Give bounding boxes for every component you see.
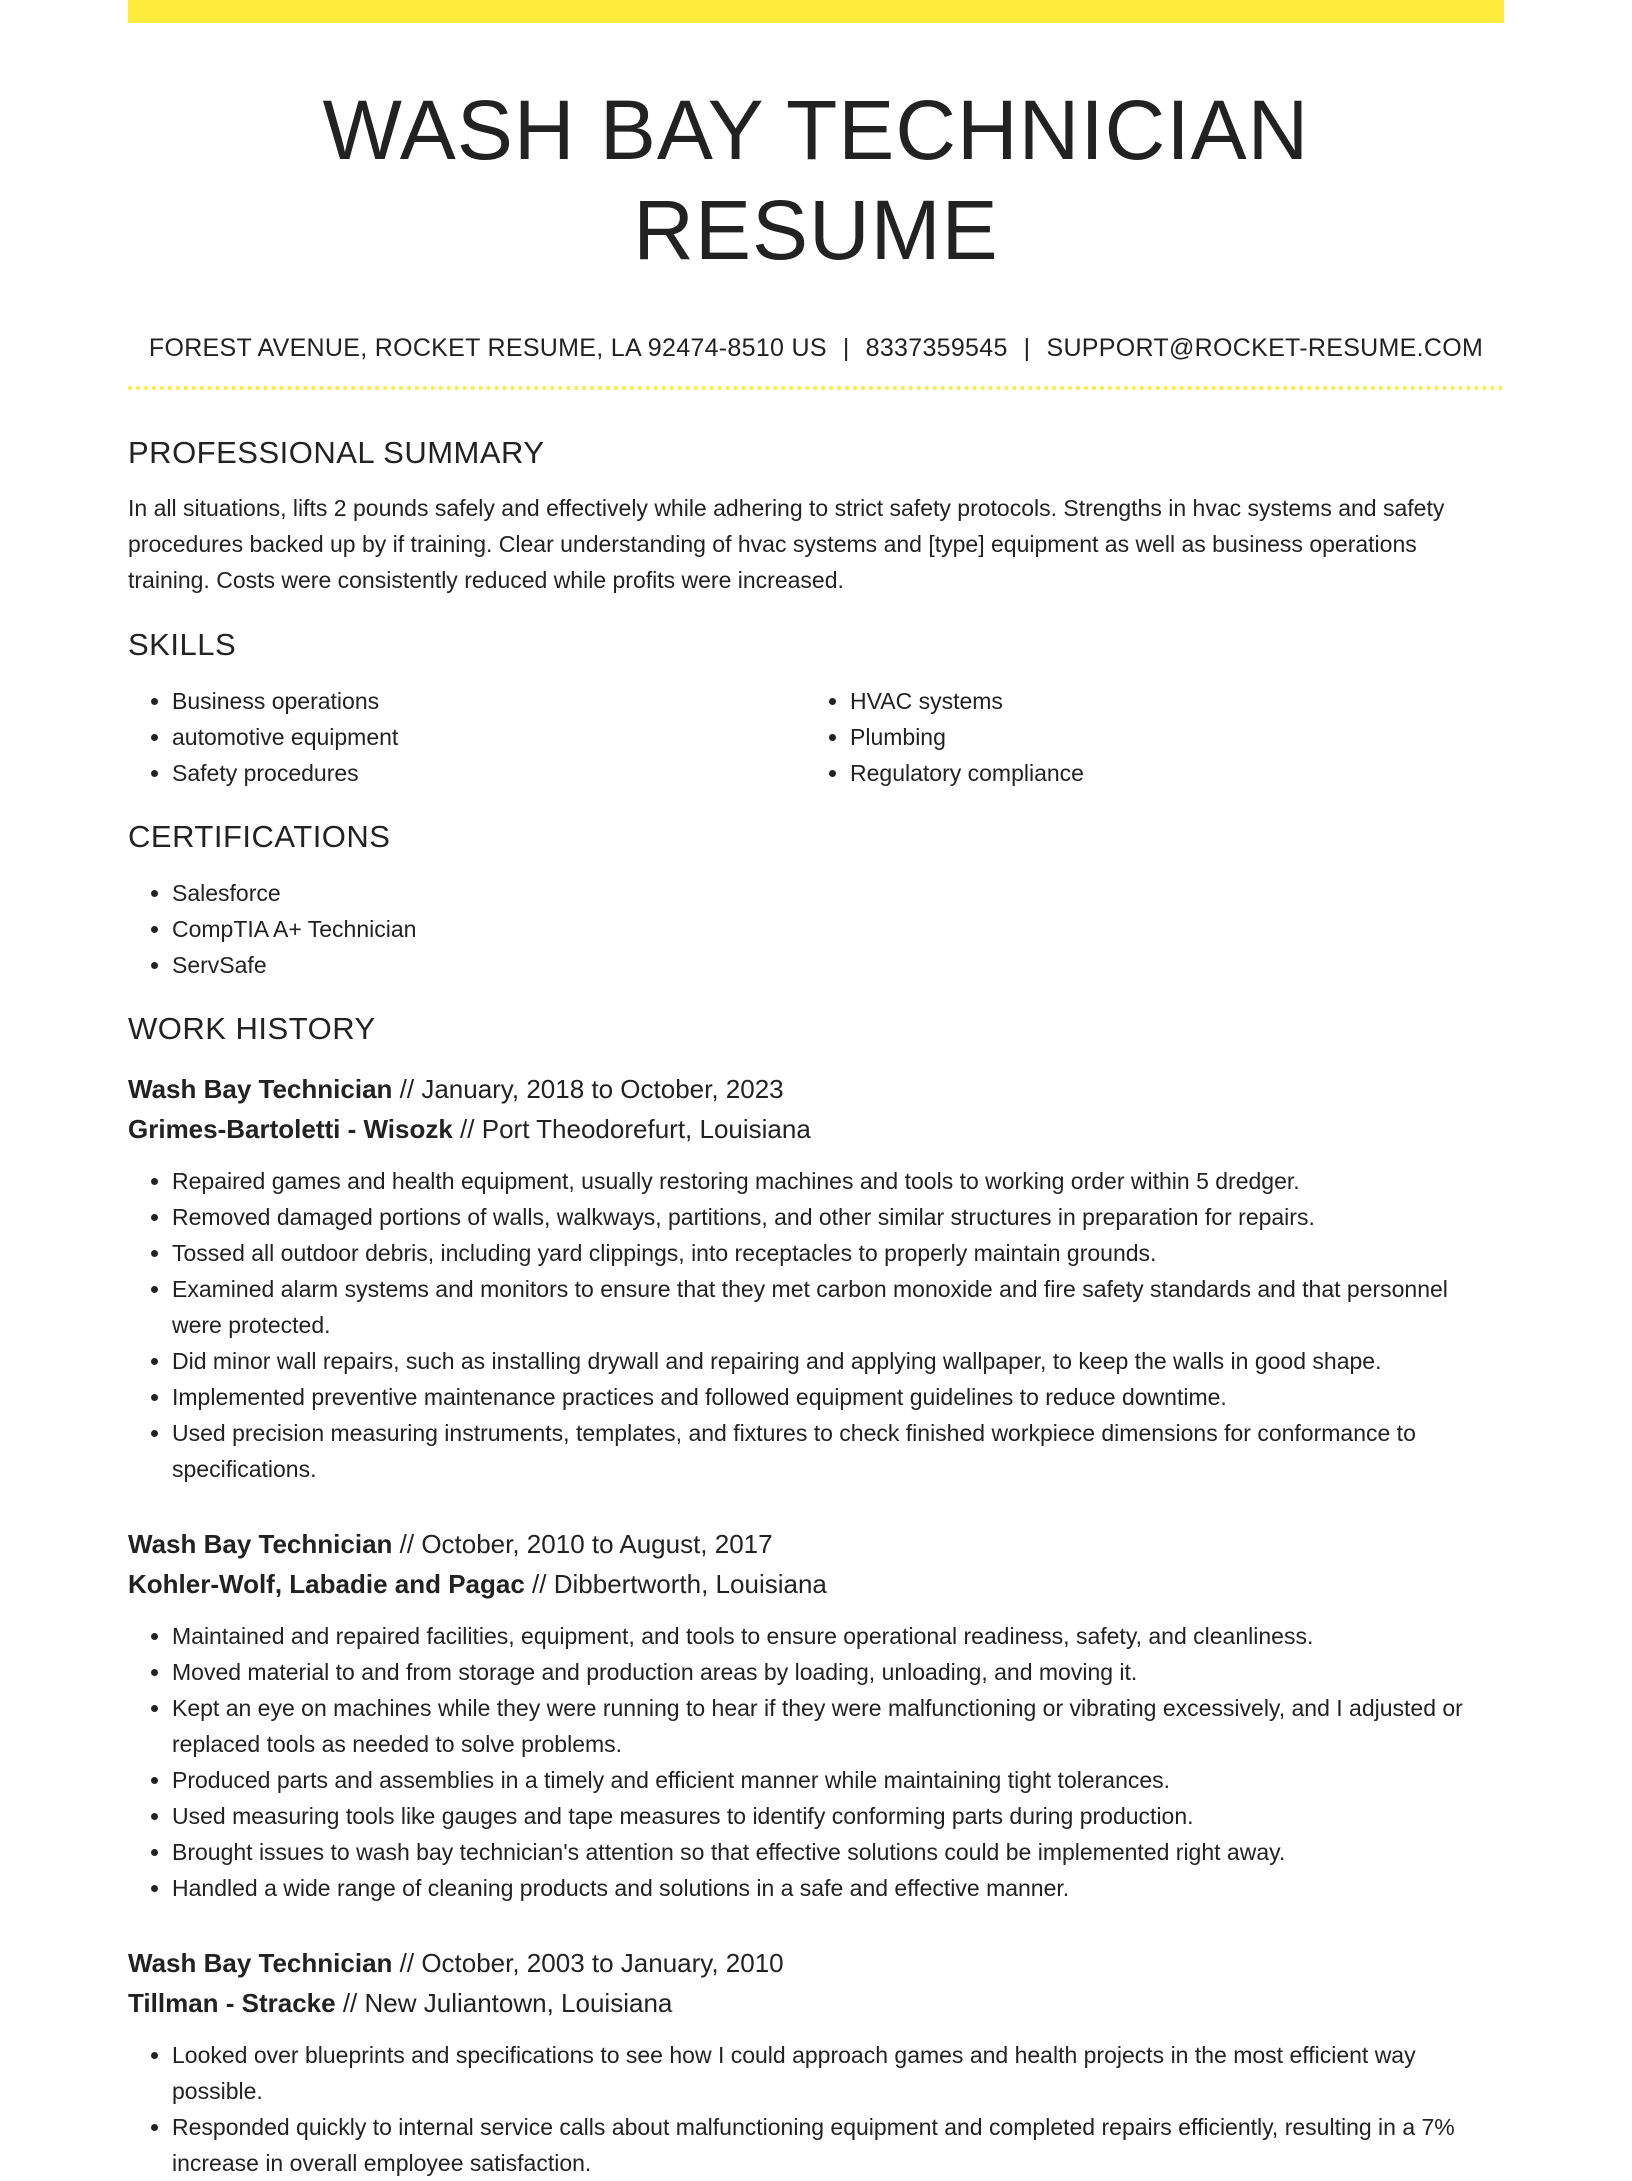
resume-page: [128, 0, 1504, 2181]
job-bullets: [128, 2037, 1504, 2181]
job-bullet: • Implemented preventive maintenance practices and followed equipment guidelines to reduce downtime.: [172, 1379, 1504, 1415]
certification-item: • ServSafe: [172, 947, 1504, 983]
job-bullet: • Repaired games and health equipment, usually restoring machines and tools to working order within 5 dredger.: [172, 1163, 1504, 1199]
header-divider: [128, 386, 1504, 390]
job-bullets: [128, 1618, 1504, 1906]
contact-phone: 8337359545: [865, 334, 1008, 362]
skill-item: • Plumbing: [850, 719, 1484, 755]
job-bullet: • Moved material to and from storage and production areas by loading, unloading, and moving it.: [172, 1654, 1504, 1690]
skills-heading: SKILLS: [128, 627, 237, 662]
job-company-line: [128, 1983, 1504, 2023]
job-separator: //: [392, 1074, 422, 1104]
job-company: Tillman - Stracke: [128, 1988, 336, 2018]
job-bullet: • Used precision measuring instruments, templates, and fixtures to check finished workpiece dimensions for conformance to specifications.: [172, 1415, 1504, 1487]
contact-line: [128, 332, 1504, 364]
job-bullet: • Removed damaged portions of walls, walkways, partitions, and other similar structures in preparation for repairs.: [172, 1199, 1504, 1235]
contact-email: SUPPORT@ROCKET-RESUME.COM: [1046, 334, 1484, 362]
job-location: New Juliantown, Louisiana: [364, 1988, 673, 2018]
job-separator: //: [392, 1948, 422, 1978]
job-company-line: [128, 1109, 1504, 1149]
contact-address: FOREST AVENUE, ROCKET RESUME, LA 92474-8510 US: [148, 334, 827, 362]
job-title-line: [128, 1943, 1504, 1983]
job-company: Kohler-Wolf, Labadie and Pagac: [128, 1569, 525, 1599]
certification-item: • Salesforce: [172, 875, 1504, 911]
job-bullet: • Looked over blueprints and specifications to see how I could approach games and health projects in the most efficient way possible.: [172, 2037, 1504, 2109]
job-entry: [128, 1943, 1504, 2181]
job-title-line: [128, 1069, 1504, 1109]
job-location: Port Theodorefurt, Louisiana: [481, 1114, 811, 1144]
skill-item: • Regulatory compliance: [850, 755, 1484, 791]
job-bullet: • Used measuring tools like gauges and tape measures to identify conforming parts during production.: [172, 1798, 1504, 1834]
skills-list-left: [128, 683, 806, 791]
top-accent-bar: [128, 0, 1504, 23]
contact-separator: |: [842, 334, 850, 362]
job-dates: January, 2018 to October, 2023: [421, 1074, 784, 1104]
job-bullet: • Brought issues to wash bay technician's attention so that effective solutions could be implemented right away.: [172, 1834, 1504, 1870]
skill-item: • Safety procedures: [172, 755, 806, 791]
contact-separator: |: [1023, 334, 1031, 362]
job-separator: //: [392, 1529, 422, 1559]
job-bullets: [128, 1163, 1504, 1487]
skill-item: • automotive equipment: [172, 719, 806, 755]
job-bullet: • Kept an eye on machines while they were running to hear if they were malfunctioning or vibrating excessively, and I adjusted or replaced tools as needed to solve problems.: [172, 1690, 1504, 1762]
resume-title: WASH BAY TECHNICIAN RESUME: [322, 83, 1310, 277]
job-bullet: • Handled a wide range of cleaning products and solutions in a safe and effective manner.: [172, 1870, 1504, 1906]
job-dates: October, 2003 to January, 2010: [421, 1948, 784, 1978]
job-bullet: • Maintained and repaired facilities, equipment, and tools to ensure operational readiness, safety, and cleanliness.: [172, 1618, 1504, 1654]
summary-text: In all situations, lifts 2 pounds safely and effectively while adhering to strict safety protocols. Strengths in hvac systems and safety procedures backed up by if training. Clear understanding of hvac systems and [type] equipment as well as business operations training. Costs were consistently reduced while profits were increased.: [128, 495, 1445, 593]
job-company: Grimes-Bartoletti - Wisozk: [128, 1114, 453, 1144]
job-separator: //: [335, 1988, 365, 2018]
job-bullet: • Did minor wall repairs, such as installing drywall and repairing and applying wallpaper, to keep the walls in good shape.: [172, 1343, 1504, 1379]
job-separator: //: [524, 1569, 554, 1599]
job-bullet: • Produced parts and assemblies in a timely and efficient manner while maintaining tight tolerances.: [172, 1762, 1504, 1798]
summary-heading: PROFESSIONAL SUMMARY: [128, 435, 545, 470]
job-title: Wash Bay Technician: [128, 1074, 393, 1104]
job-dates: October, 2010 to August, 2017: [421, 1529, 773, 1559]
job-title: Wash Bay Technician: [128, 1529, 393, 1559]
job-title-line: [128, 1524, 1504, 1564]
job-entry: [128, 1069, 1504, 1487]
job-location: Dibbertworth, Louisiana: [553, 1569, 827, 1599]
job-separator: //: [452, 1114, 482, 1144]
job-entry: [128, 1524, 1504, 1906]
certifications-heading: CERTIFICATIONS: [128, 819, 391, 854]
certifications-list: [128, 875, 1504, 983]
job-bullet: • Responded quickly to internal service calls about malfunctioning equipment and completed repairs efficiently, resulting in a 7% increase in overall employee satisfaction.: [172, 2109, 1504, 2181]
job-bullet: • Examined alarm systems and monitors to ensure that they met carbon monoxide and fire safety standards and that personnel were protected.: [172, 1271, 1504, 1343]
certification-item: • CompTIA A+ Technician: [172, 911, 1504, 947]
job-bullet: • Tossed all outdoor debris, including yard clippings, into receptacles to properly maintain grounds.: [172, 1235, 1504, 1271]
skills-grid: [128, 683, 1504, 791]
job-company-line: [128, 1564, 1504, 1604]
job-title: Wash Bay Technician: [128, 1948, 393, 1978]
skill-item: • HVAC systems: [850, 683, 1484, 719]
work-history-heading: WORK HISTORY: [128, 1011, 376, 1046]
skill-item: • Business operations: [172, 683, 806, 719]
skills-list-right: [806, 683, 1484, 791]
